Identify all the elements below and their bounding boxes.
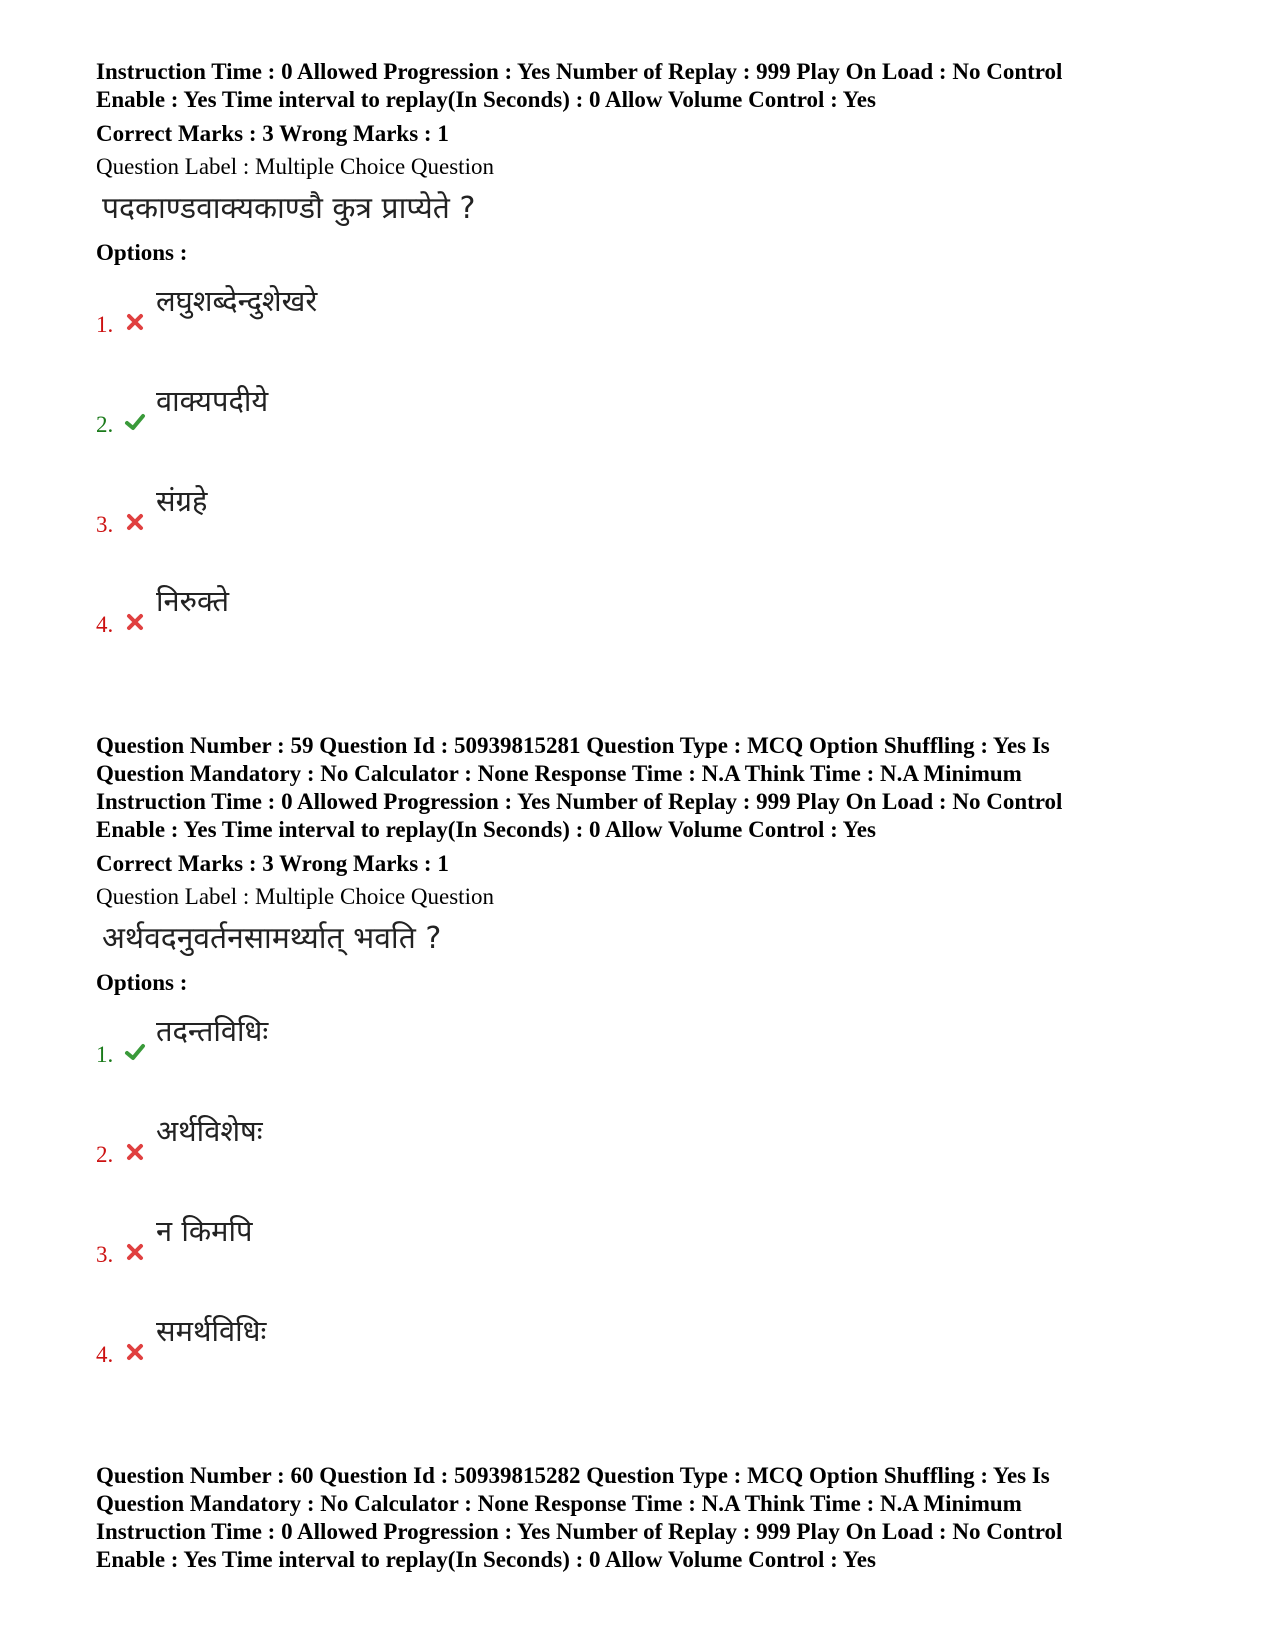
question-meta-line: Instruction Time : 0 Allowed Progression : Yes Number of Replay : 999 Play On Load : No Control — [96, 59, 1063, 84]
option-item — [96, 1011, 1186, 1111]
cross-icon — [124, 1141, 146, 1163]
option-number: 1. — [96, 1042, 114, 1067]
option-text: अर्थविशेषः — [156, 1114, 263, 1148]
option-item — [96, 381, 1186, 481]
question-text: पदकाण्डवाक्यकाण्डौ कुत्र प्राप्येते ? — [102, 191, 476, 226]
option-text: वाक्यपदीये — [156, 384, 269, 418]
options-list — [96, 281, 1186, 681]
option-text: तदन्तविधिः — [156, 1014, 269, 1048]
option-number: 4. — [96, 612, 114, 637]
question-meta-line: Enable : Yes Time interval to replay(In Seconds) : 0 Allow Volume Control : Yes — [96, 817, 876, 842]
option-text: निरुक्ते — [156, 584, 230, 618]
option-number: 2. — [96, 412, 114, 437]
options-heading: Options : — [96, 970, 188, 995]
option-text: लघुशब्देन्दुशेखरे — [156, 284, 318, 318]
question-label: Question Label : Multiple Choice Question — [96, 884, 494, 909]
option-item — [96, 581, 1186, 681]
option-text: न किमपि — [156, 1214, 253, 1248]
cross-icon — [124, 1241, 146, 1263]
marks-line: Correct Marks : 3 Wrong Marks : 1 — [96, 121, 449, 146]
options-list — [96, 1011, 1186, 1411]
options-heading: Options : — [96, 240, 188, 265]
option-item — [96, 281, 1186, 381]
option-number: 3. — [96, 1242, 114, 1267]
option-item — [96, 481, 1186, 581]
option-item — [96, 1211, 1186, 1311]
question-meta-line: Question Mandatory : No Calculator : None Response Time : N.A Think Time : N.A Minimum — [96, 761, 1022, 786]
cross-icon — [124, 611, 146, 633]
question-60-block — [96, 1462, 1186, 1574]
question-58-block — [96, 58, 1186, 681]
question-meta-line: Instruction Time : 0 Allowed Progression : Yes Number of Replay : 999 Play On Load : No Control — [96, 1519, 1063, 1544]
question-meta-line: Enable : Yes Time interval to replay(In Seconds) : 0 Allow Volume Control : Yes — [96, 87, 876, 112]
question-meta-line: Enable : Yes Time interval to replay(In Seconds) : 0 Allow Volume Control : Yes — [96, 1547, 876, 1572]
question-meta-line: Instruction Time : 0 Allowed Progression : Yes Number of Replay : 999 Play On Load : No Control — [96, 789, 1063, 814]
option-item — [96, 1111, 1186, 1211]
option-text: संग्रहे — [156, 484, 208, 518]
check-icon — [124, 1041, 146, 1063]
cross-icon — [124, 311, 146, 333]
option-number: 1. — [96, 312, 114, 337]
cross-icon — [124, 511, 146, 533]
question-meta-line: Question Number : 60 Question Id : 50939815282 Question Type : MCQ Option Shuffling : Yes Is — [96, 1463, 1050, 1488]
option-number: 3. — [96, 512, 114, 537]
question-meta-line: Question Number : 59 Question Id : 50939815281 Question Type : MCQ Option Shuffling : Yes Is — [96, 733, 1050, 758]
question-label: Question Label : Multiple Choice Question — [96, 154, 494, 179]
option-text: समर्थविधिः — [156, 1314, 267, 1348]
option-number: 2. — [96, 1142, 114, 1167]
question-meta-line: Question Mandatory : No Calculator : None Response Time : N.A Think Time : N.A Minimum — [96, 1491, 1022, 1516]
question-59-block — [96, 732, 1186, 1411]
cross-icon — [124, 1341, 146, 1363]
option-number: 4. — [96, 1342, 114, 1367]
marks-line: Correct Marks : 3 Wrong Marks : 1 — [96, 851, 449, 876]
option-item — [96, 1311, 1186, 1411]
check-icon — [124, 411, 146, 433]
question-text: अर्थवदनुवर्तनसामर्थ्यात् भवति ? — [102, 921, 442, 956]
